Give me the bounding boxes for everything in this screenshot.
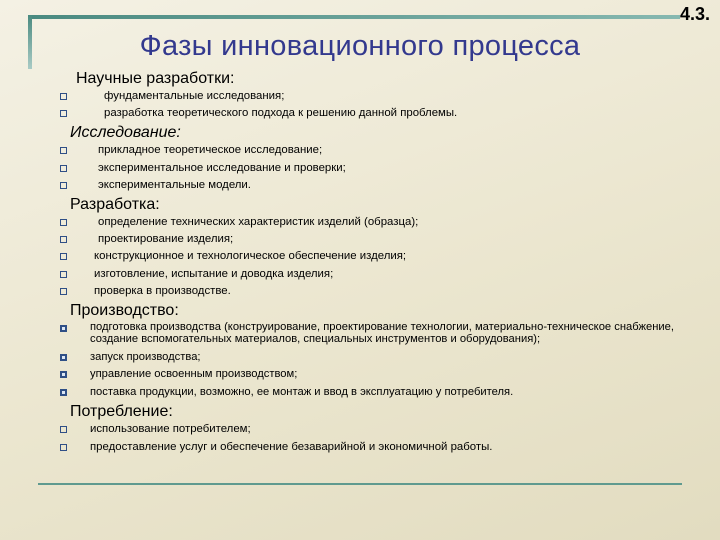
list-item-text: поставка продукции, возможно, ее монтаж и ввод в эксплуатацию у потребителя. (90, 385, 514, 398)
list-item (58, 439, 710, 456)
checkbox-bullet-icon (60, 165, 67, 172)
checkbox-bullet-icon (60, 444, 67, 451)
list-item (58, 266, 710, 283)
checkbox-bullet-icon (60, 288, 67, 295)
list-item (58, 105, 710, 122)
bullet-list (58, 320, 710, 401)
section-title: Научные разработки: (76, 70, 235, 87)
list-item (58, 283, 710, 300)
list-item-text: запуск производства; (90, 350, 201, 363)
list-item-text: проектирование изделия; (98, 233, 234, 246)
bullet-list (58, 214, 710, 300)
checkbox-bullet-icon (60, 110, 67, 117)
list-item-text: подготовка производства (конструирование, проектирование технологии, материально-техническое снабжение, создание вспомогательных материалов, специальных инструментов и оборудования); (90, 321, 674, 345)
list-item-text: экспериментальные модели. (98, 178, 251, 191)
section-title: Исследование: (70, 124, 181, 142)
list-item-text: фундаментальные исследования; (104, 90, 285, 102)
checkbox-bullet-icon (60, 253, 67, 260)
list-item (58, 160, 710, 177)
list-item-text: разработка теоретического подхода к решению данной проблемы. (104, 107, 458, 120)
list-item-text: предоставление услуг и обеспечение безаварийной и экономичной работы. (90, 440, 493, 453)
slide-title: Фазы инновационного процесса (139, 30, 581, 62)
list-item-text: конструкционное и технологическое обеспечение изделия; (94, 250, 407, 263)
list-item (58, 366, 710, 384)
list-item (58, 349, 710, 367)
list-item (58, 177, 710, 194)
list-item (58, 248, 710, 265)
section-development (70, 195, 710, 300)
section-title: Потребление: (70, 403, 173, 421)
list-item-text: изготовление, испытание и доводка изделия; (94, 267, 334, 280)
bullet-list (58, 142, 710, 194)
section-consumption (70, 402, 710, 455)
list-item-text: определение технических характеристик изделий (образца); (98, 216, 419, 229)
checkbox-bullet-icon (60, 93, 67, 100)
list-item (58, 320, 710, 349)
frame-bottom-line (38, 483, 682, 485)
list-item-text: прикладное теоретическое исследование; (98, 144, 323, 157)
section-production (70, 301, 710, 401)
checkbox-bullet-icon (60, 371, 67, 378)
list-item (58, 214, 710, 231)
checkbox-bullet-icon (60, 389, 67, 396)
list-item (58, 231, 710, 248)
checkbox-bullet-icon (60, 236, 67, 243)
checkbox-bullet-icon (60, 147, 67, 154)
list-item-text: управление освоенным производством; (90, 368, 298, 381)
checkbox-bullet-icon (60, 426, 67, 433)
bullet-list (58, 421, 710, 455)
slide-number: 4.3. (679, 4, 710, 24)
list-item (58, 88, 710, 105)
checkbox-bullet-icon (60, 219, 67, 226)
frame-top-line (28, 15, 680, 19)
list-item (58, 421, 710, 438)
list-item-text: использование потребителем; (90, 423, 251, 436)
checkbox-bullet-icon (60, 182, 67, 189)
bullet-list (58, 88, 710, 122)
list-item (58, 142, 710, 159)
section-title: Производство: (70, 302, 179, 320)
section-scientific (76, 69, 710, 122)
section-research (70, 123, 710, 194)
list-item-text: проверка в производстве. (94, 284, 231, 297)
list-item-text: экспериментальное исследование и проверки; (98, 161, 346, 174)
checkbox-bullet-icon (60, 271, 67, 278)
checkbox-bullet-icon (60, 354, 67, 361)
slide-content (70, 68, 710, 456)
list-item (58, 384, 710, 402)
checkbox-bullet-icon (60, 325, 67, 332)
section-title: Разработка: (70, 196, 160, 214)
